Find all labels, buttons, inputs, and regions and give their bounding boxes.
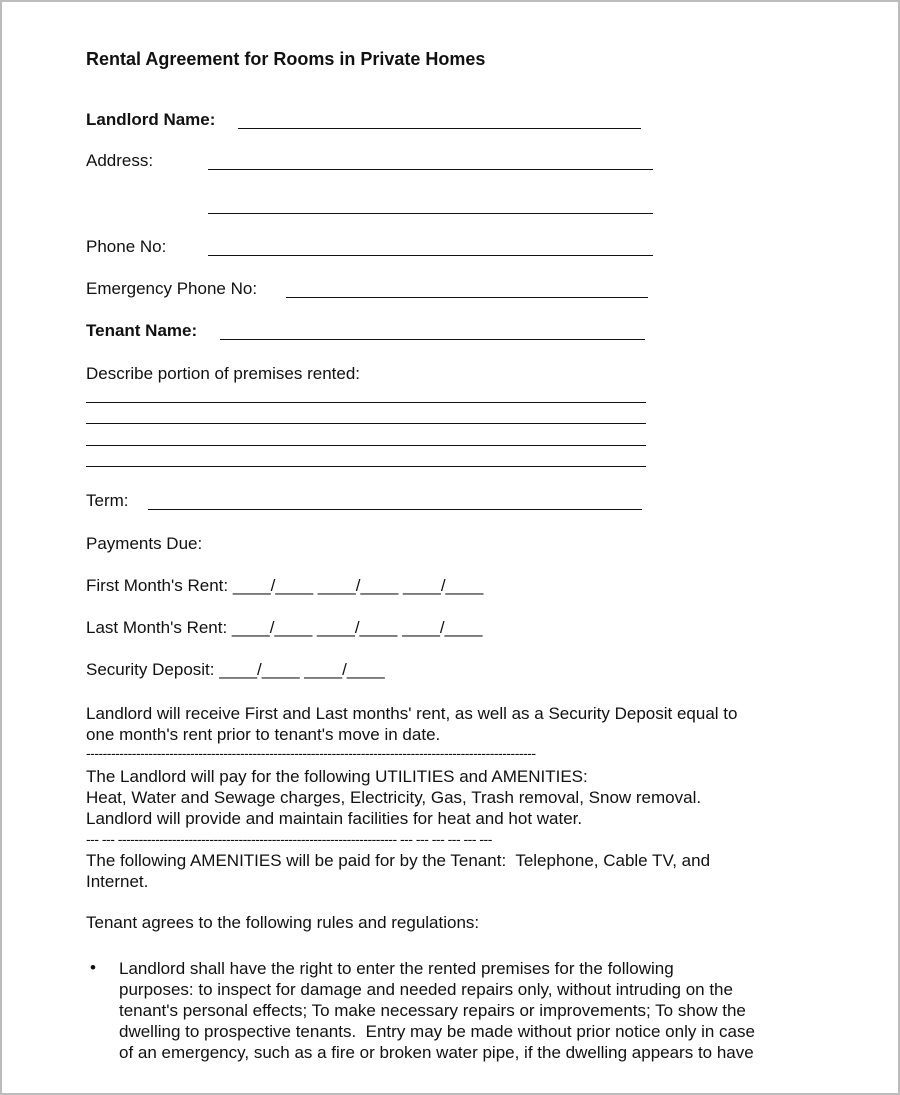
security-deposit-row[interactable]: Security Deposit: ____/____ ____/____ <box>86 660 385 679</box>
rule-1-text: Landlord shall have the right to enter the rented premises for the following purposes: to inspect for damage and needed repairs only, without intruding on the tenant's personal effects; To make necessary repairs or improvements; To show the dwelling to prospective tenants. Entry may be made without prior notice only in case of an emergency, such as a fire or broken water pipe, if the dwelling appears to have <box>119 959 755 1062</box>
address-label: Address: <box>86 151 154 170</box>
receive-paragraph: Landlord will receive First and Last months' rent, as well as a Security Deposit equal to one month's rent prior to tenant's move in date. <box>86 704 738 744</box>
emergency-phone-field[interactable] <box>286 297 648 298</box>
premises-field-line-4[interactable] <box>86 466 646 467</box>
premises-field-line-1[interactable] <box>86 402 646 403</box>
term-label: Term: <box>86 491 129 510</box>
term-field[interactable] <box>148 509 642 510</box>
utilities-paragraph: The Landlord will pay for the following UTILITIES and AMENITIES: Heat, Water and Sewage charges, Electricity, Gas, Trash removal, Snow removal. Landlord will provide and maintain facilities for heat and hot water. <box>86 767 702 828</box>
emergency-phone-label: Emergency Phone No: <box>86 279 258 298</box>
tenant-name-field[interactable] <box>220 339 645 340</box>
landlord-name-field[interactable] <box>238 128 641 129</box>
amenities-paragraph: The following AMENITIES will be paid for by the Tenant: Telephone, Cable TV, and Internet. <box>86 851 711 891</box>
phone-label: Phone No: <box>86 237 167 256</box>
document-title: Rental Agreement for Rooms in Private Homes <box>86 49 486 69</box>
premises-label: Describe portion of premises rented: <box>86 364 361 383</box>
phone-field[interactable] <box>208 255 653 256</box>
last-month-rent-row[interactable]: Last Month's Rent: ____/____ ____/____ ____/____ <box>86 618 483 637</box>
separator-2: --- --- ------------------------------------------------------------------- --- --- --- --- --- --- <box>86 831 492 847</box>
landlord-name-label: Landlord Name: <box>86 110 216 129</box>
address-field-line-1[interactable] <box>208 169 653 170</box>
bullet-icon: • <box>90 958 96 977</box>
premises-field-line-2[interactable] <box>86 423 646 424</box>
tenant-name-label: Tenant Name: <box>86 321 198 340</box>
separator-1: ------------------------------------------------------------------------------------------------------------ <box>86 745 536 761</box>
rules-intro: Tenant agrees to the following rules and regulations: <box>86 913 480 932</box>
premises-field-line-3[interactable] <box>86 445 646 446</box>
payments-due-label: Payments Due: <box>86 534 203 553</box>
address-field-line-2[interactable] <box>208 213 653 214</box>
first-month-rent-row[interactable]: First Month's Rent: ____/____ ____/____ ____/____ <box>86 576 484 595</box>
